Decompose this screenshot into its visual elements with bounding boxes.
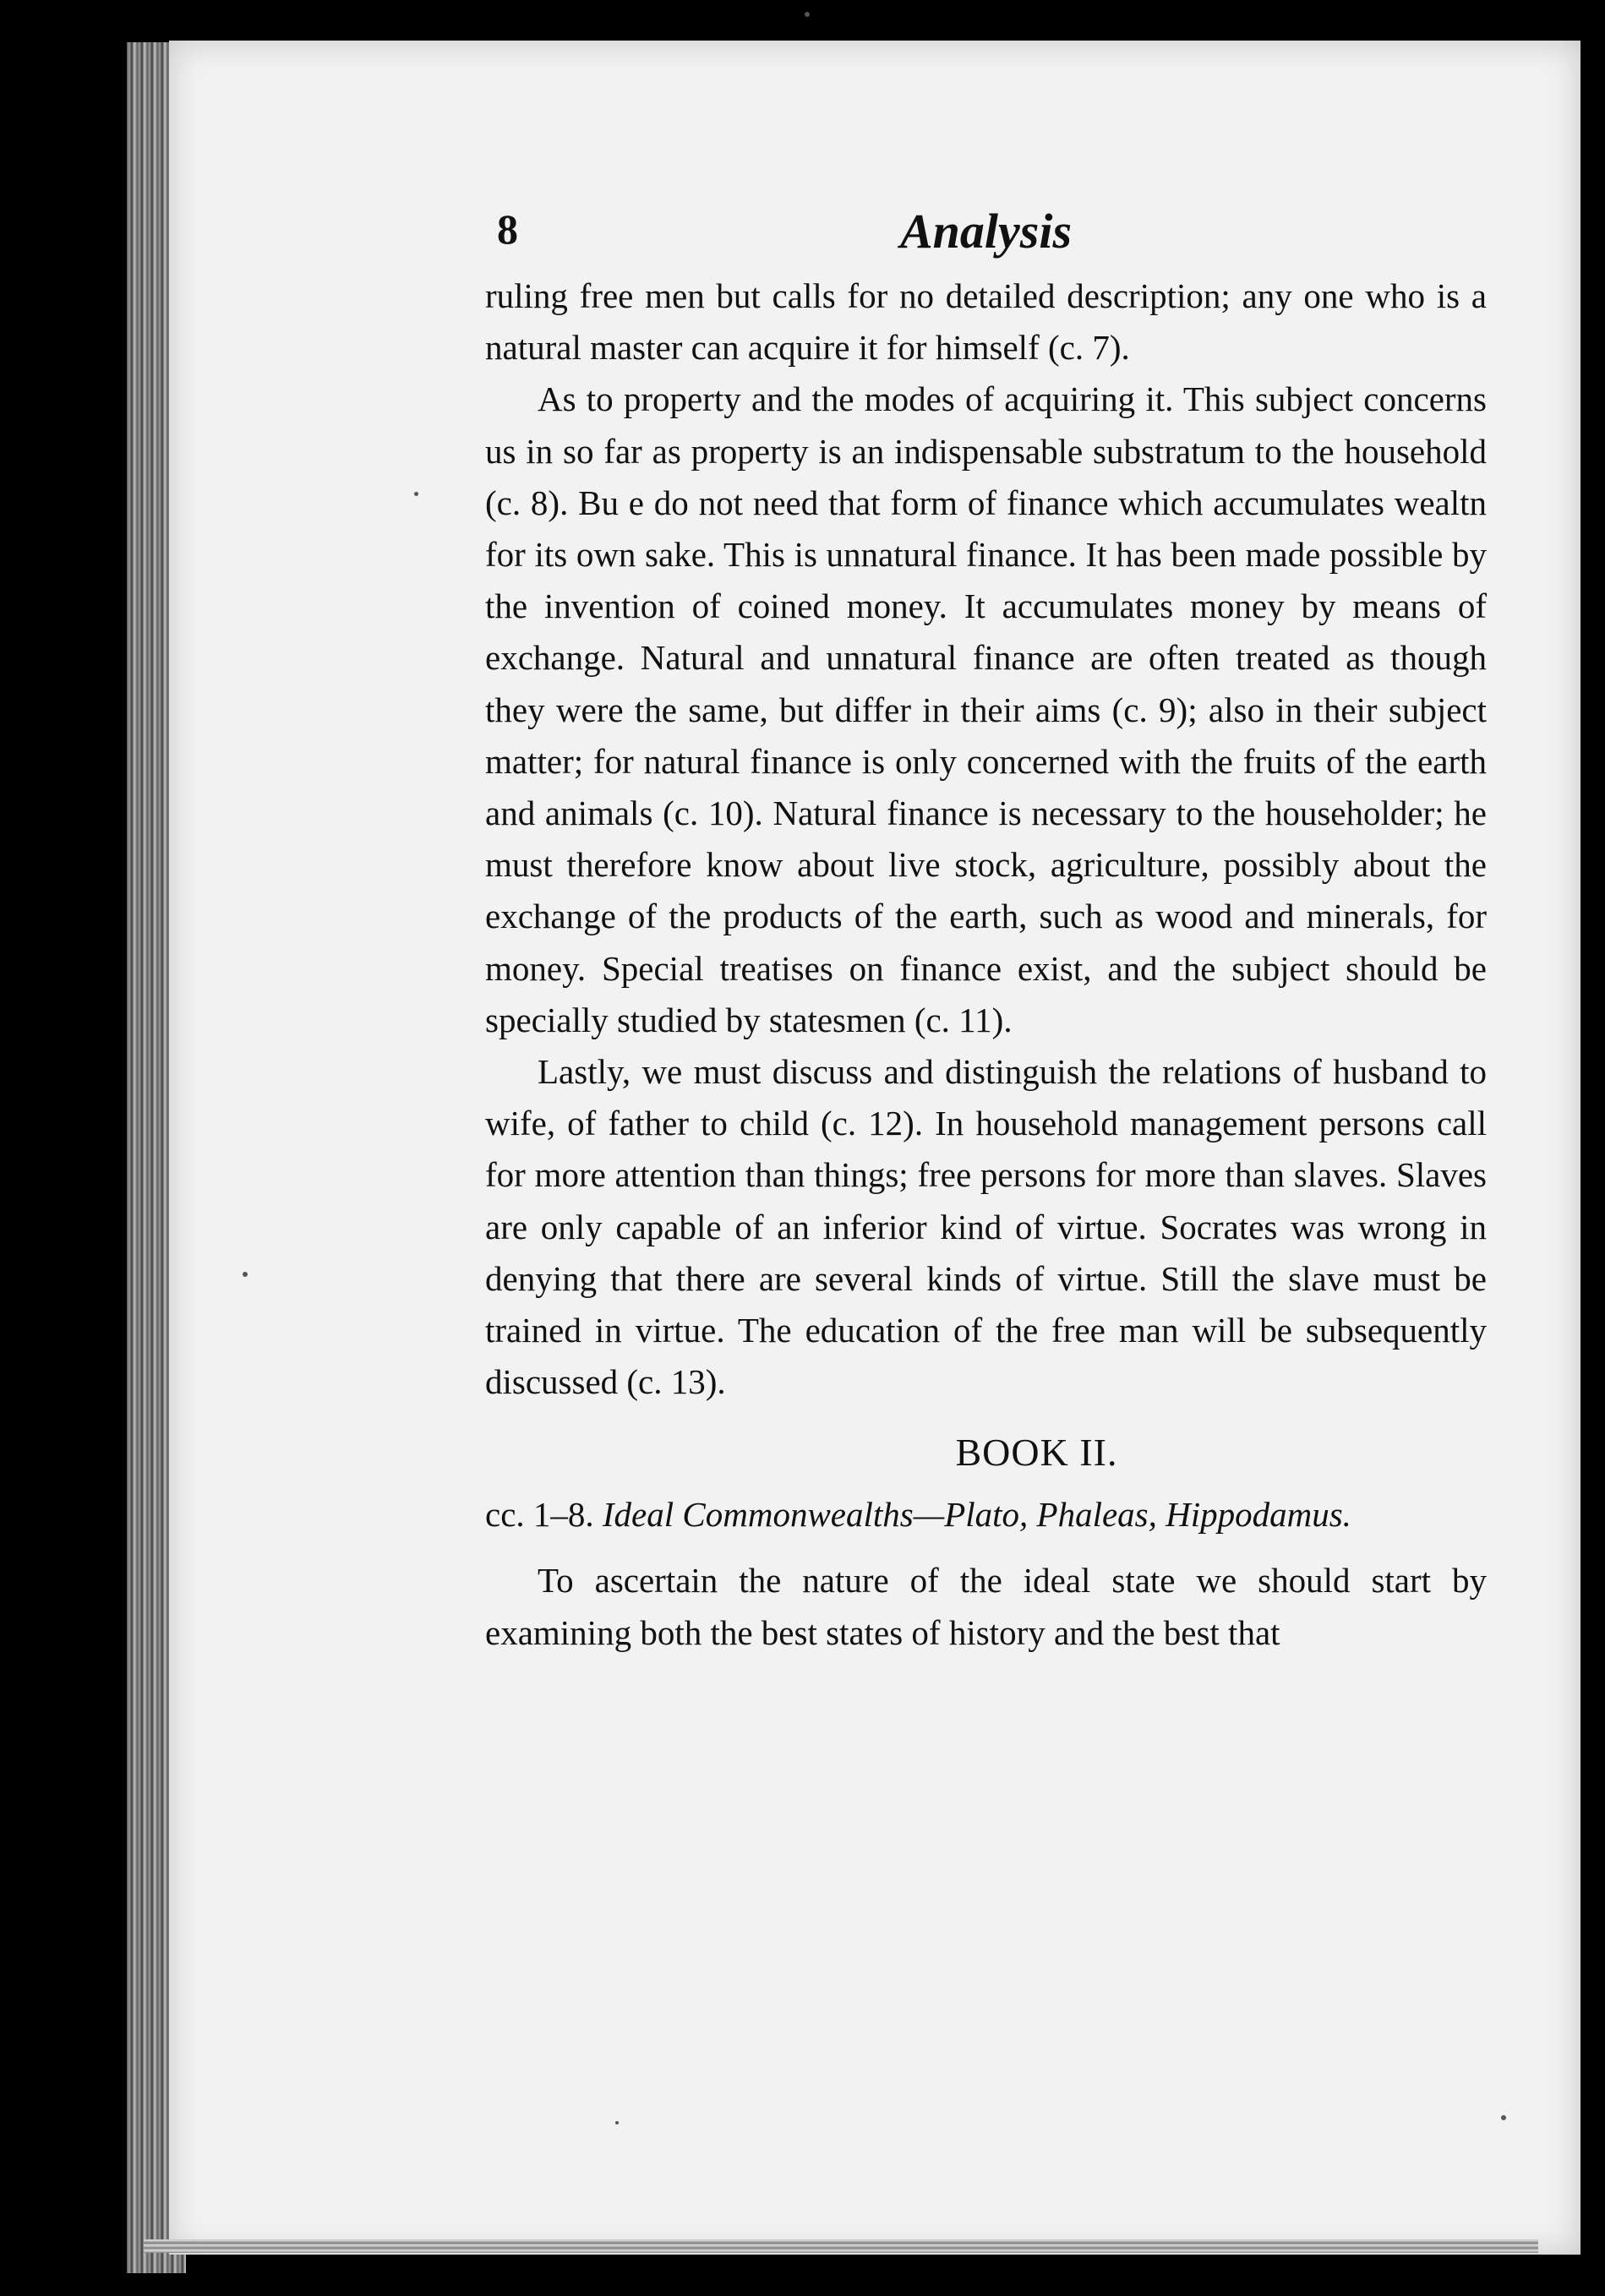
running-head: [485, 194, 1487, 270]
section-heading: [485, 1487, 1487, 1541]
section-title: Ideal Commonwealths—Plato, Phaleas, Hippodamus.: [602, 1495, 1351, 1535]
bottom-page-edges: [144, 2239, 1538, 2253]
ink-speck: [1501, 2115, 1506, 2120]
book-heading: BOOK II.: [955, 1431, 1118, 1475]
paragraph-ideal-state: To ascertain the nature of the ideal state we should start by examining both the best states of history and the best that: [485, 1561, 1487, 1652]
ink-speck: [615, 2121, 619, 2124]
paragraph-continued: ruling free men but calls for no detailed description; any one who is a natural master can acquire it for himself (c. 7).: [485, 276, 1487, 368]
page-content: [485, 194, 1487, 1659]
ink-speck: [414, 492, 418, 496]
paragraph-property: As to property and the modes of acquiring it. This subject concerns us in so far as property is an indispensable substratum to the household (c. 8). Bu e do not need that form of finance which accumulates wealtn for its own sake. This is unnatural finance. It has been made possible by the invention of coined money. It accumulates money by means of exchange. Natural and unnatural finance are often treated as though they were the same, but differ in their aims (c. 9); also in their subject matter; for natural finance is only concerned with the fruits of the earth and animals (c. 10). Natural finance is necessary to the householder; he must therefore know about live stock, agriculture, possibly about the exchange of the products of the earth, such as wood and minerals, for money. Special treatises on finance exist, and the subject should be specially studied by statesmen (c. 11).: [485, 379, 1487, 1039]
ink-speck: [243, 1272, 248, 1277]
page-number: 8: [497, 205, 518, 253]
running-title: Analysis: [899, 204, 1073, 259]
section-range: cc. 1–8.: [485, 1495, 594, 1535]
paragraph-household-relations: Lastly, we must discuss and distinguish the relations of husband to wife, of father to child (c. 12). In household management persons call for more attention than things; free persons for more than slaves. Slaves are only capable of an inferior kind of virtue. Socrates was wrong in denying that there are several kinds of virtue. Still the slave must be trained in virtue. The education of the free man will be subsequently discussed (c. 13).: [485, 1052, 1487, 1402]
ink-speck: [805, 12, 810, 17]
